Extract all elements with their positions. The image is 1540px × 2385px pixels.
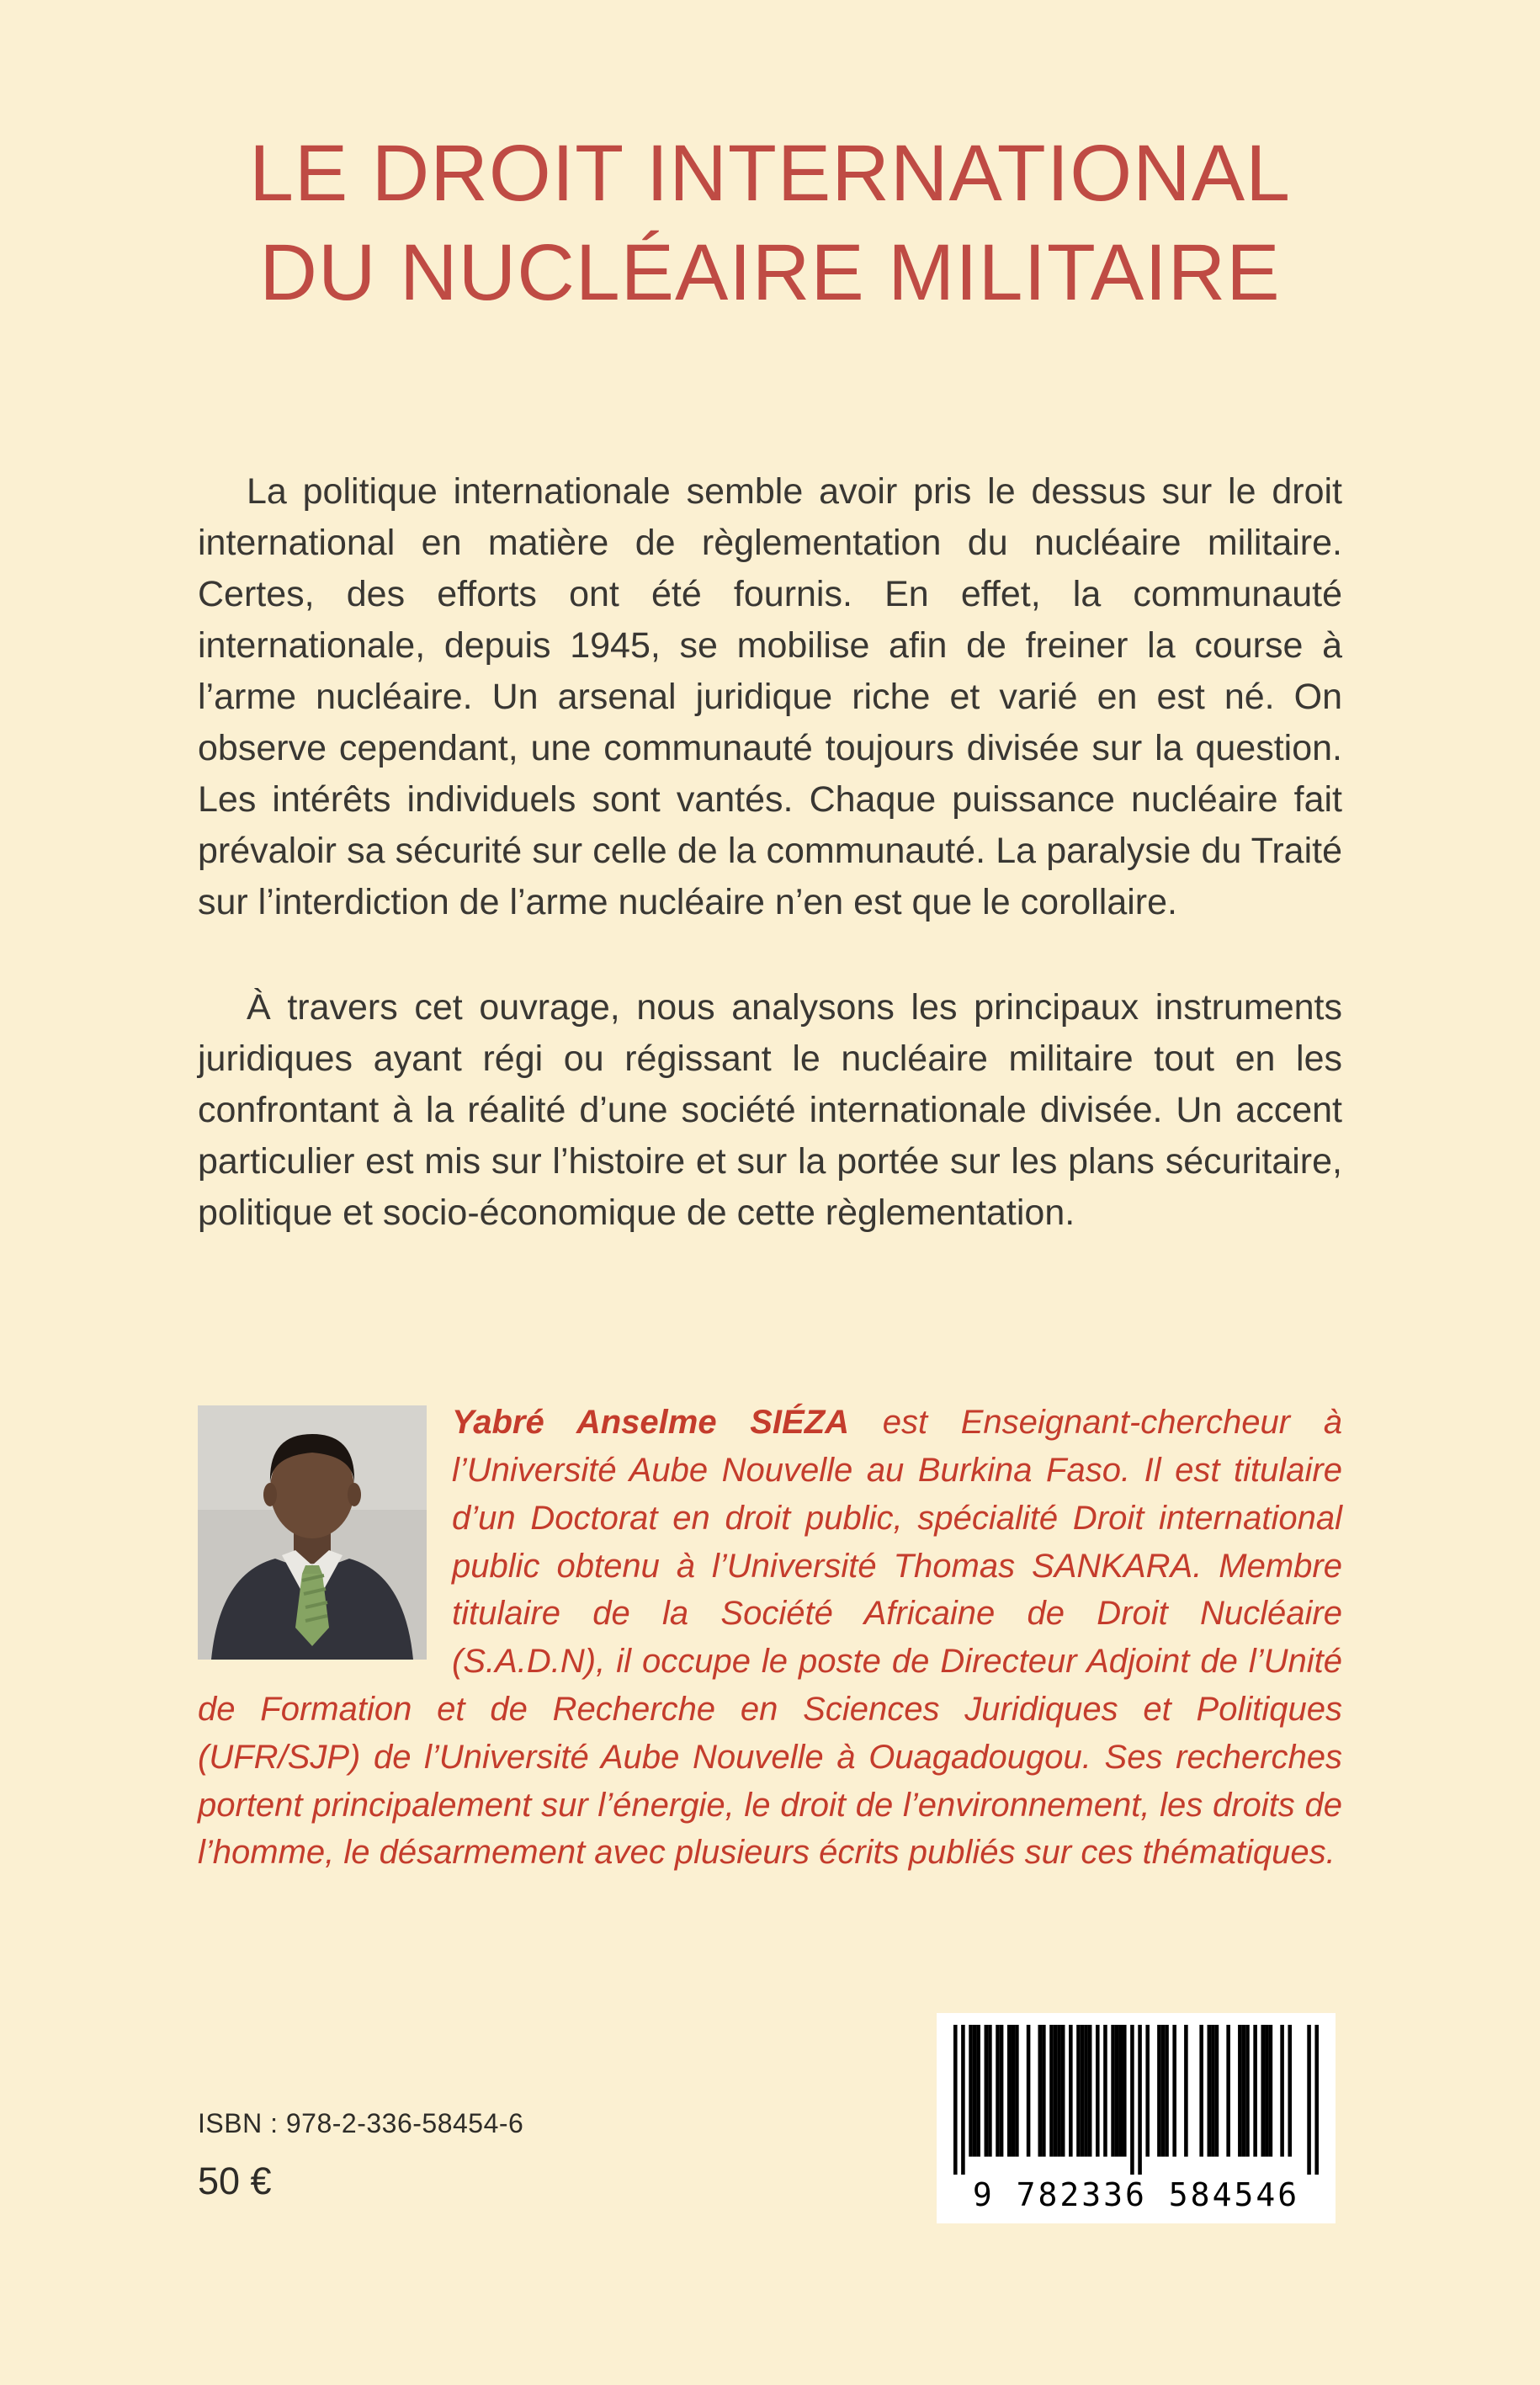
synopsis-paragraph-2: À travers cet ouvrage, nous analysons les principaux instruments juridiques ayant régi ou régissant le nucléaire militaire tout en les confrontant à la réalité d’une société internationale divisée. Un accent particulier est mis sur l’histoire et sur la portée sur les plans sécuritaire, politique et socio-économique de cette règlementation. bbox=[198, 987, 1342, 1234]
author-bio-body: est Enseignant-chercheur à l’Université Aube Nouvelle au Burkina Faso. Il est titulaire d’un Doctorat en droit public, spécialité Droit international public obtenu à l’Université Thomas SANKARA. Membre titulaire de la Société Africaine de Droit Nucléaire (S.A.D.N), il occupe le poste de Directeur Adjoint de l’Unité de Formation et de Recherche en Sciences Juridiques et Politiques (UFR/SJP) de l’Université Aube Nouvelle à Ouagadougou. Ses recherches portent principalement sur l’énergie, le droit de l’environnement, les droits de l’homme, le désarmement avec plusieurs écrits publiés sur ces thématiques. bbox=[198, 1404, 1343, 1872]
book-title-line-2: DU NUCLÉAIRE MILITAIRE bbox=[259, 227, 1281, 317]
author-photo bbox=[198, 1405, 427, 1660]
book-title bbox=[76, 125, 1464, 323]
barcode-bars bbox=[953, 2025, 1319, 2175]
barcode-number: 9 782336 584546 bbox=[972, 2176, 1300, 2213]
author-bio bbox=[198, 1399, 1342, 1877]
author-name: Yabré Anselme SIÉZA bbox=[452, 1404, 850, 1442]
author-portrait-illustration bbox=[198, 1405, 427, 1660]
isbn-label: ISBN : 978-2-336-58454-6 bbox=[198, 2108, 524, 2138]
price-label: 50 € bbox=[198, 2159, 272, 2202]
synopsis-paragraph-1: La politique internationale semble avoir pris le dessus sur le droit international en matière de règlementation du nucléaire militaire. Certes, des efforts ont été fournis. En effet, la communauté internationale, depuis 1945, se mobilise afin de freiner la course à l’arme nucléaire. Un arsenal juridique riche et varié en est né. On observe cependant, une communauté toujours divisée sur la question. Les intérêts individuels sont vantés. Chaque puissance nucléaire fait prévaloir sa sécurité sur celle de la communauté. La paralysie du Traité sur l’interdiction de l’arme nucléaire n’en est que le corollaire. bbox=[198, 470, 1342, 922]
barcode bbox=[937, 2013, 1336, 2223]
book-title-line-1: LE DROIT INTERNATIONAL bbox=[249, 129, 1291, 218]
isbn-price-block bbox=[198, 2108, 523, 2203]
synopsis bbox=[198, 466, 1342, 1240]
